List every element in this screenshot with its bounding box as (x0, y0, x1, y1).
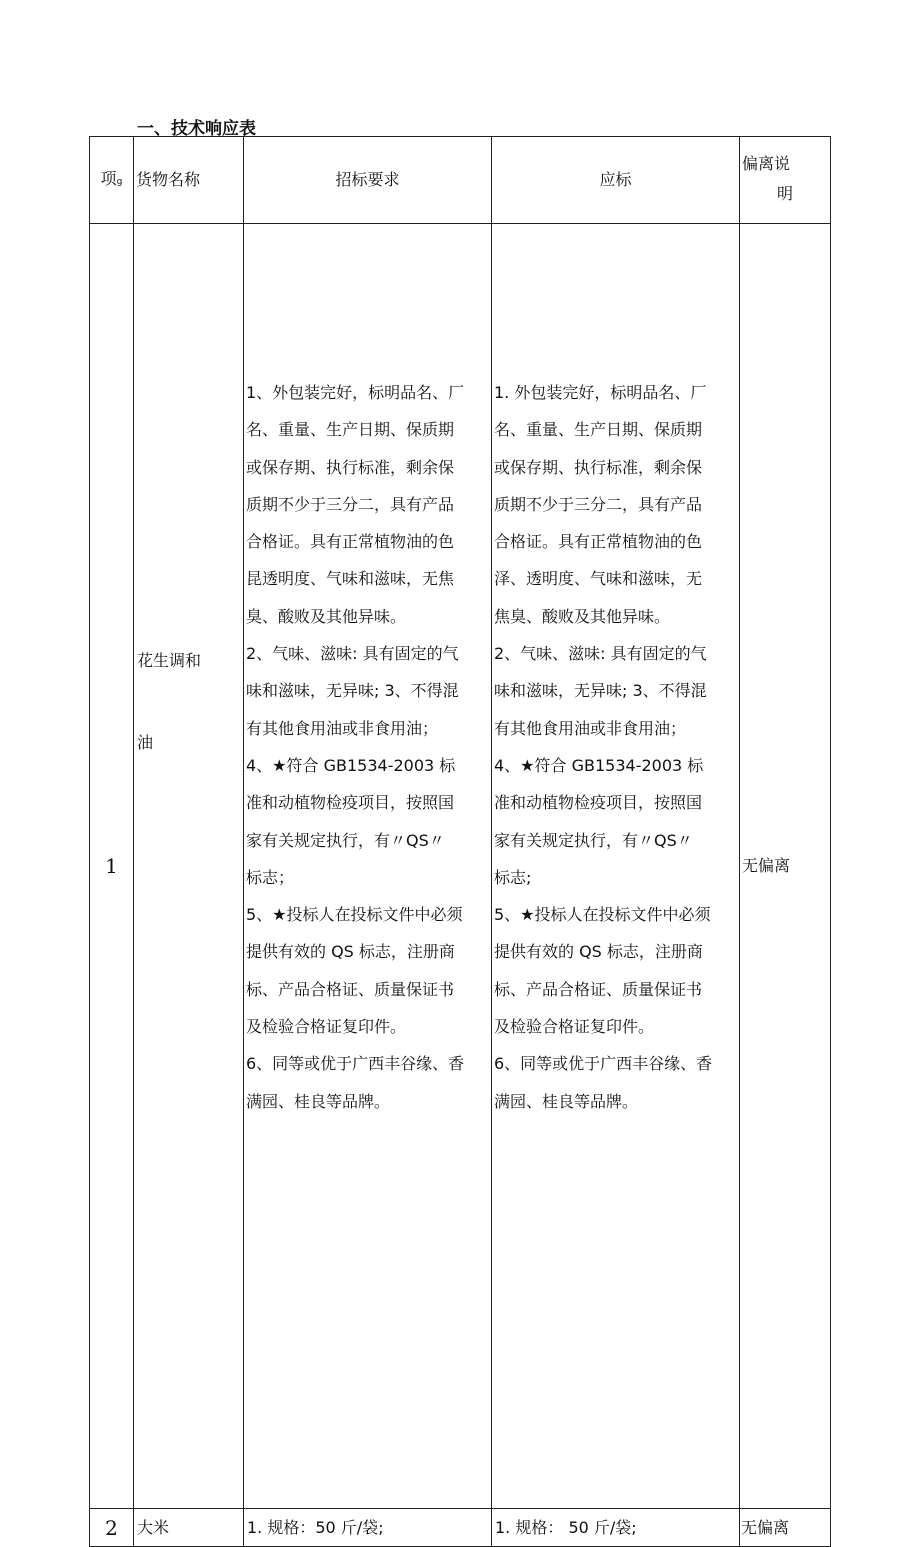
text-line: 有其他食用油或非食用油； (494, 718, 687, 738)
text-line: 5、★投标人在投标文件中必须 (246, 905, 463, 925)
row-number: 2 (90, 1509, 134, 1547)
text-line: 质期不少于三分二，具有产品 (494, 494, 703, 514)
text-line: 有其他食用油或非食用油； (246, 718, 439, 738)
text-line: 准和动植物检疫项目，按照国 (246, 793, 455, 813)
text-line: 臭、酸败及其他异味。 (246, 606, 407, 626)
text-line: 昆透明度、气味和滋味，无焦 (246, 569, 455, 589)
text-line: 标志； (246, 867, 295, 887)
text-line: 焦臭、酸败及其他异味。 (494, 606, 671, 626)
table-row (90, 224, 831, 1509)
header-item-no: 项g (90, 137, 134, 224)
header-requirement: 招标要求 (244, 137, 492, 224)
text-line: 或保存期、执行标准，剩余保 (494, 457, 703, 477)
header-goods-name: 货物名称 (134, 137, 244, 224)
text-line: 2、气味、滋味: 具有固定的气 (494, 644, 707, 664)
section-heading: 一、技术响应表 (137, 119, 256, 139)
text-line: 4、★符合 GB1534-2003 标 (494, 755, 704, 775)
text-line: 提供有效的 QS 标志，注册商 (494, 942, 703, 962)
text-line: 味和滋味，无异味; 3、不得混 (246, 681, 459, 701)
text-line: 提供有效的 QS 标志，注册商 (246, 942, 455, 962)
header-deviation: 偏离说 明 (740, 137, 831, 224)
text-line: 名、重量、生产日期、保质期 (494, 420, 703, 440)
text-line: 满园、桂良等品牌。 (494, 1091, 639, 1111)
text-line: 标志; (494, 867, 532, 887)
text-line: 家有关规定执行，有〃QS〃 (494, 830, 693, 850)
text-line: 味和滋味，无异味; 3、不得混 (494, 681, 707, 701)
response-text (492, 224, 740, 1509)
text-line: 合格证。具有正常植物油的色 (246, 532, 455, 552)
deviation-status: 无偏离 (740, 224, 831, 1509)
deviation-status: 无偏离 (740, 1509, 831, 1547)
response-text: 1. 规格： 50 斤/袋; (492, 1509, 740, 1547)
text-line: 2、气味、滋味: 具有固定的气 (246, 644, 459, 664)
text-line: 合格证。具有正常植物油的色 (494, 532, 703, 552)
text-line: 5、★投标人在投标文件中必须 (494, 905, 711, 925)
text-line: 或保存期、执行标准，剩余保 (246, 457, 455, 477)
row-number: 1 (90, 224, 134, 1509)
text-line: 满园、桂良等品牌。 (246, 1091, 391, 1111)
table-header-row (90, 137, 831, 224)
text-line: 6、同等或优于广西丰谷缘、香 (494, 1054, 713, 1074)
text-line: 1. 外包装完好，标明品名、厂 (494, 383, 707, 402)
text-line: 标、产品合格证、质量保证书 (494, 979, 703, 999)
table-row (90, 1509, 831, 1547)
text-line: 准和动植物检疫项目，按照国 (494, 793, 703, 813)
requirement-text (244, 224, 492, 1509)
requirement-text: 1. 规格：50 斤/袋; (244, 1509, 492, 1547)
goods-name: 大米 (134, 1509, 244, 1547)
goods-name: 花生调和 油 (134, 224, 244, 1509)
technical-response-table (89, 136, 831, 1547)
text-line: 名、重量、生产日期、保质期 (246, 420, 455, 440)
text-line: 泽、透明度、气味和滋味，无 (494, 569, 703, 589)
text-line: 4、★符合 GB1534-2003 标 (246, 755, 456, 775)
text-line: 及检验合格证复印件。 (494, 1017, 655, 1037)
header-response: 应标 (492, 137, 740, 224)
text-line: 6、同等或优于广西丰谷缘、香 (246, 1054, 465, 1074)
text-line: 及检验合格证复印件。 (246, 1017, 407, 1037)
text-line: 标、产品合格证、质量保证书 (246, 979, 455, 999)
text-line: 家有关规定执行，有〃QS〃 (246, 830, 445, 850)
text-line: 质期不少于三分二，具有产品 (246, 494, 455, 514)
text-line: 1、外包装完好，标明品名、厂 (246, 383, 465, 402)
